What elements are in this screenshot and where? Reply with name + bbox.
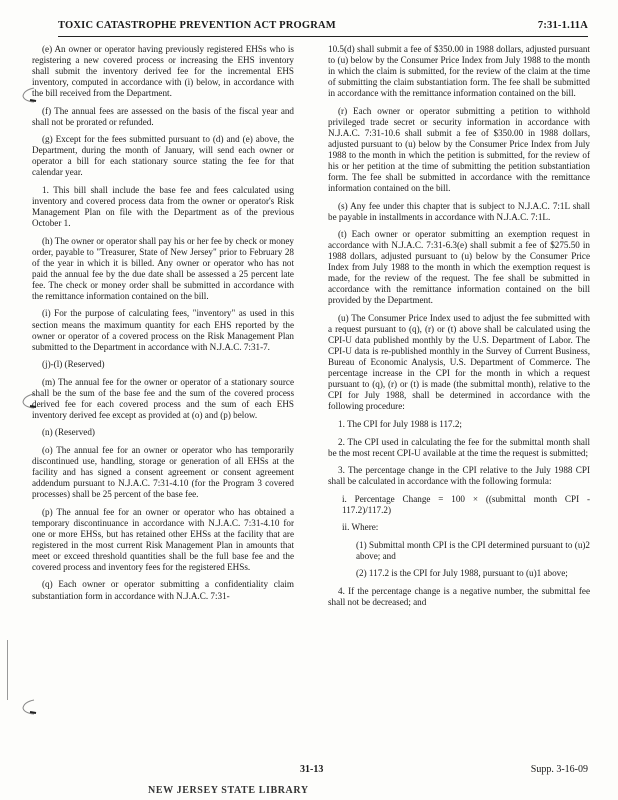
paragraph-u4: 4. If the percentage change is a negative number, the submittal fee shall not be decreased; and: [328, 585, 590, 608]
paragraph-u3: 3. The percentage change in the CPI relative to the July 1988 CPI shall be calculated in accordance with the following formula:: [328, 465, 590, 487]
paragraph-g: (g) Except for the fees submitted pursuant to (d) and (e) above, the Department, during the month of January, will send each owner or operator a bill for each stationary source stating the fee for that calendar year.: [32, 134, 294, 178]
running-header: [58, 20, 588, 36]
paragraph-u3ii-2: (2) 117.2 is the CPI for July 1988, pursuant to (u)1 above;: [356, 568, 568, 579]
header-rule: [58, 36, 588, 37]
paragraph-q-cont: 10.5(d) shall submit a fee of $350.00 in 1988 dollars, adjusted pursuant to (u) below by the Consumer Price Index from July 1988 to the month in which the claim is submitted, for the review of the claim at the time of submitting the claim substantiation form. The fee shall be submitted in accordance with the remittance information contained on the bill.: [328, 44, 590, 99]
paragraph-e: (e) An owner or operator having previously registered EHSs who is registering a new covered process or increasing the EHS inventory shall submit the inventory derived fee for the incremental EHS inventory, computed in accordance with (i) below, in accordance with the bill received from the Department.: [32, 44, 294, 99]
paragraph-n: (n) (Reserved): [42, 427, 95, 438]
library-stamp: NEW JERSEY STATE LIBRARY: [148, 785, 309, 796]
paragraph-f: (f) The annual fees are assessed on the basis of the fiscal year and shall not be prorated or refunded.: [32, 105, 294, 127]
paragraph-u: (u) The Consumer Price Index used to adjust the fee submitted with a request pursuant to (q), (r) or (t) above shall be calculated using the CPI-U data published monthly by the U.S. Department of Labor. The CPI-U data is re-published monthly in the Survey of Current Business, Bureau of Economic Analysis, U.S. Department of Commerce. The percentage increase in the CPI for the month in which a request pursuant to (q), (r) or (t) is made (the submittal month), relative to the CPI for July 1988, shall be determined in accordance with the following procedure:: [328, 313, 590, 412]
scan-edge-mark: [7, 640, 8, 700]
paragraph-u3ii: ii. Where:: [342, 522, 379, 533]
left-column: [32, 44, 294, 608]
paragraph-h: (h) The owner or operator shall pay his or her fee by check or money order, payable to "Treasurer, State of New Jersey" prior to February 28 of the year in which it is billed. Any owner or operator who has not paid the annual fee by the due date shall be assessed a 25 percent late fee. The check or money order shall be submitted in accordance with the remittance information contained on the bill.: [32, 235, 294, 301]
paragraph-s: (s) Any fee under this chapter that is subject to N.J.A.C. 7:1L shall be payable in installments in accordance with N.J.A.C. 7:1L.: [328, 200, 590, 222]
paragraph-i: (i) For the purpose of calculating fees, "inventory" as used in this section means the maximum quantity for each EHS reported by the owner or operator of a covered process on the Risk Management Plan submitted to the Department in accordance with N.J.A.C. 7:31-7.: [32, 308, 294, 352]
paragraph-u3ii-1: (1) Submittal month CPI is the CPI determined pursuant to (u)2 above; and: [356, 539, 590, 561]
supplement-date: Supp. 3-16-09: [530, 764, 588, 775]
right-column: [328, 44, 590, 615]
page-number: 31-13: [300, 764, 324, 775]
paragraph-q: (q) Each owner or operator submitting a confidentiality claim substantiation form in accordance with N.J.A.C. 7:31-: [32, 579, 294, 601]
header-title: TOXIC CATASTROPHE PREVENTION ACT PROGRAM: [58, 20, 336, 31]
paragraph-r: (r) Each owner or operator submitting a petition to withhold privileged trade secret or security information in accordance with N.J.A.C. 7:31-10.6 shall submit a fee of $350.00 in 1988 dollars, adjusted pursuant to (u) below by the Consumer Price Index from July 1988 to the month in which the petition is submitted, for the review of his or her petition at the time of submitting the petition substantiation form. The fee shall be submitted in accordance with the remittance information contained on the bill.: [328, 105, 590, 194]
paragraph-u3i: i. Percentage Change = 100 × ((submittal month CPI - 117.2)/117.2): [342, 493, 590, 515]
paragraph-m: (m) The annual fee for the owner or operator of a stationary source shall be the sum of the base fee and the sum of the covered process derived fee for each covered process and the sum of each EHS inventory derived fee except as provided at (o) and (p) below.: [32, 376, 294, 420]
paragraph-u2: 2. The CPI used in calculating the fee for the submittal month shall be the most recent CPI-U available at the time the request is submitted;: [328, 436, 590, 458]
paragraph-p: (p) The annual fee for an owner or operator who has obtained a temporary discontinuance in accordance with N.J.A.C. 7:31-4.10 for one or more EHSs, but has retained other EHSs at the facility that are registered in the most current Risk Management Plan in amounts that meet or exceed threshold quantities shall be the full base fee and the covered process and inventory fees for the registered EHSs.: [32, 506, 294, 572]
punch-hole-icon: [20, 698, 40, 716]
header-section: 7:31-1.11A: [537, 20, 588, 31]
paragraph-g1: 1. This bill shall include the base fee and fees calculated using inventory and covered process data from the owner or operator's Risk Management Plan on file with the Department as of the previous October 1.: [32, 185, 294, 229]
paragraph-j-l: (j)-(l) (Reserved): [42, 359, 105, 370]
paragraph-o: (o) The annual fee for an owner or operator who has temporarily discontinued use, handling, storage or generation of all EHSs at the facility and has signed a consent agreement or consent agreement addendum pursuant to N.J.A.C. 7:31-4.10 (for the Program 3 covered processes) shall be 25 percent of the base fee.: [32, 444, 294, 500]
paragraph-u1: 1. The CPI for July 1988 is 117.2;: [338, 418, 462, 429]
paragraph-t: (t) Each owner or operator submitting an exemption request in accordance with N.J.A.C. 7:31-6.3(e) shall submit a fee of $275.50 in 1988 dollars, adjusted pursuant to (u) below by the Consumer Price Index from July 1988 to the month in which the exemption request is made, for the review of the request. The fee shall be submitted in accordance with the remittance information contained on the bill provided by the Department.: [328, 229, 590, 306]
